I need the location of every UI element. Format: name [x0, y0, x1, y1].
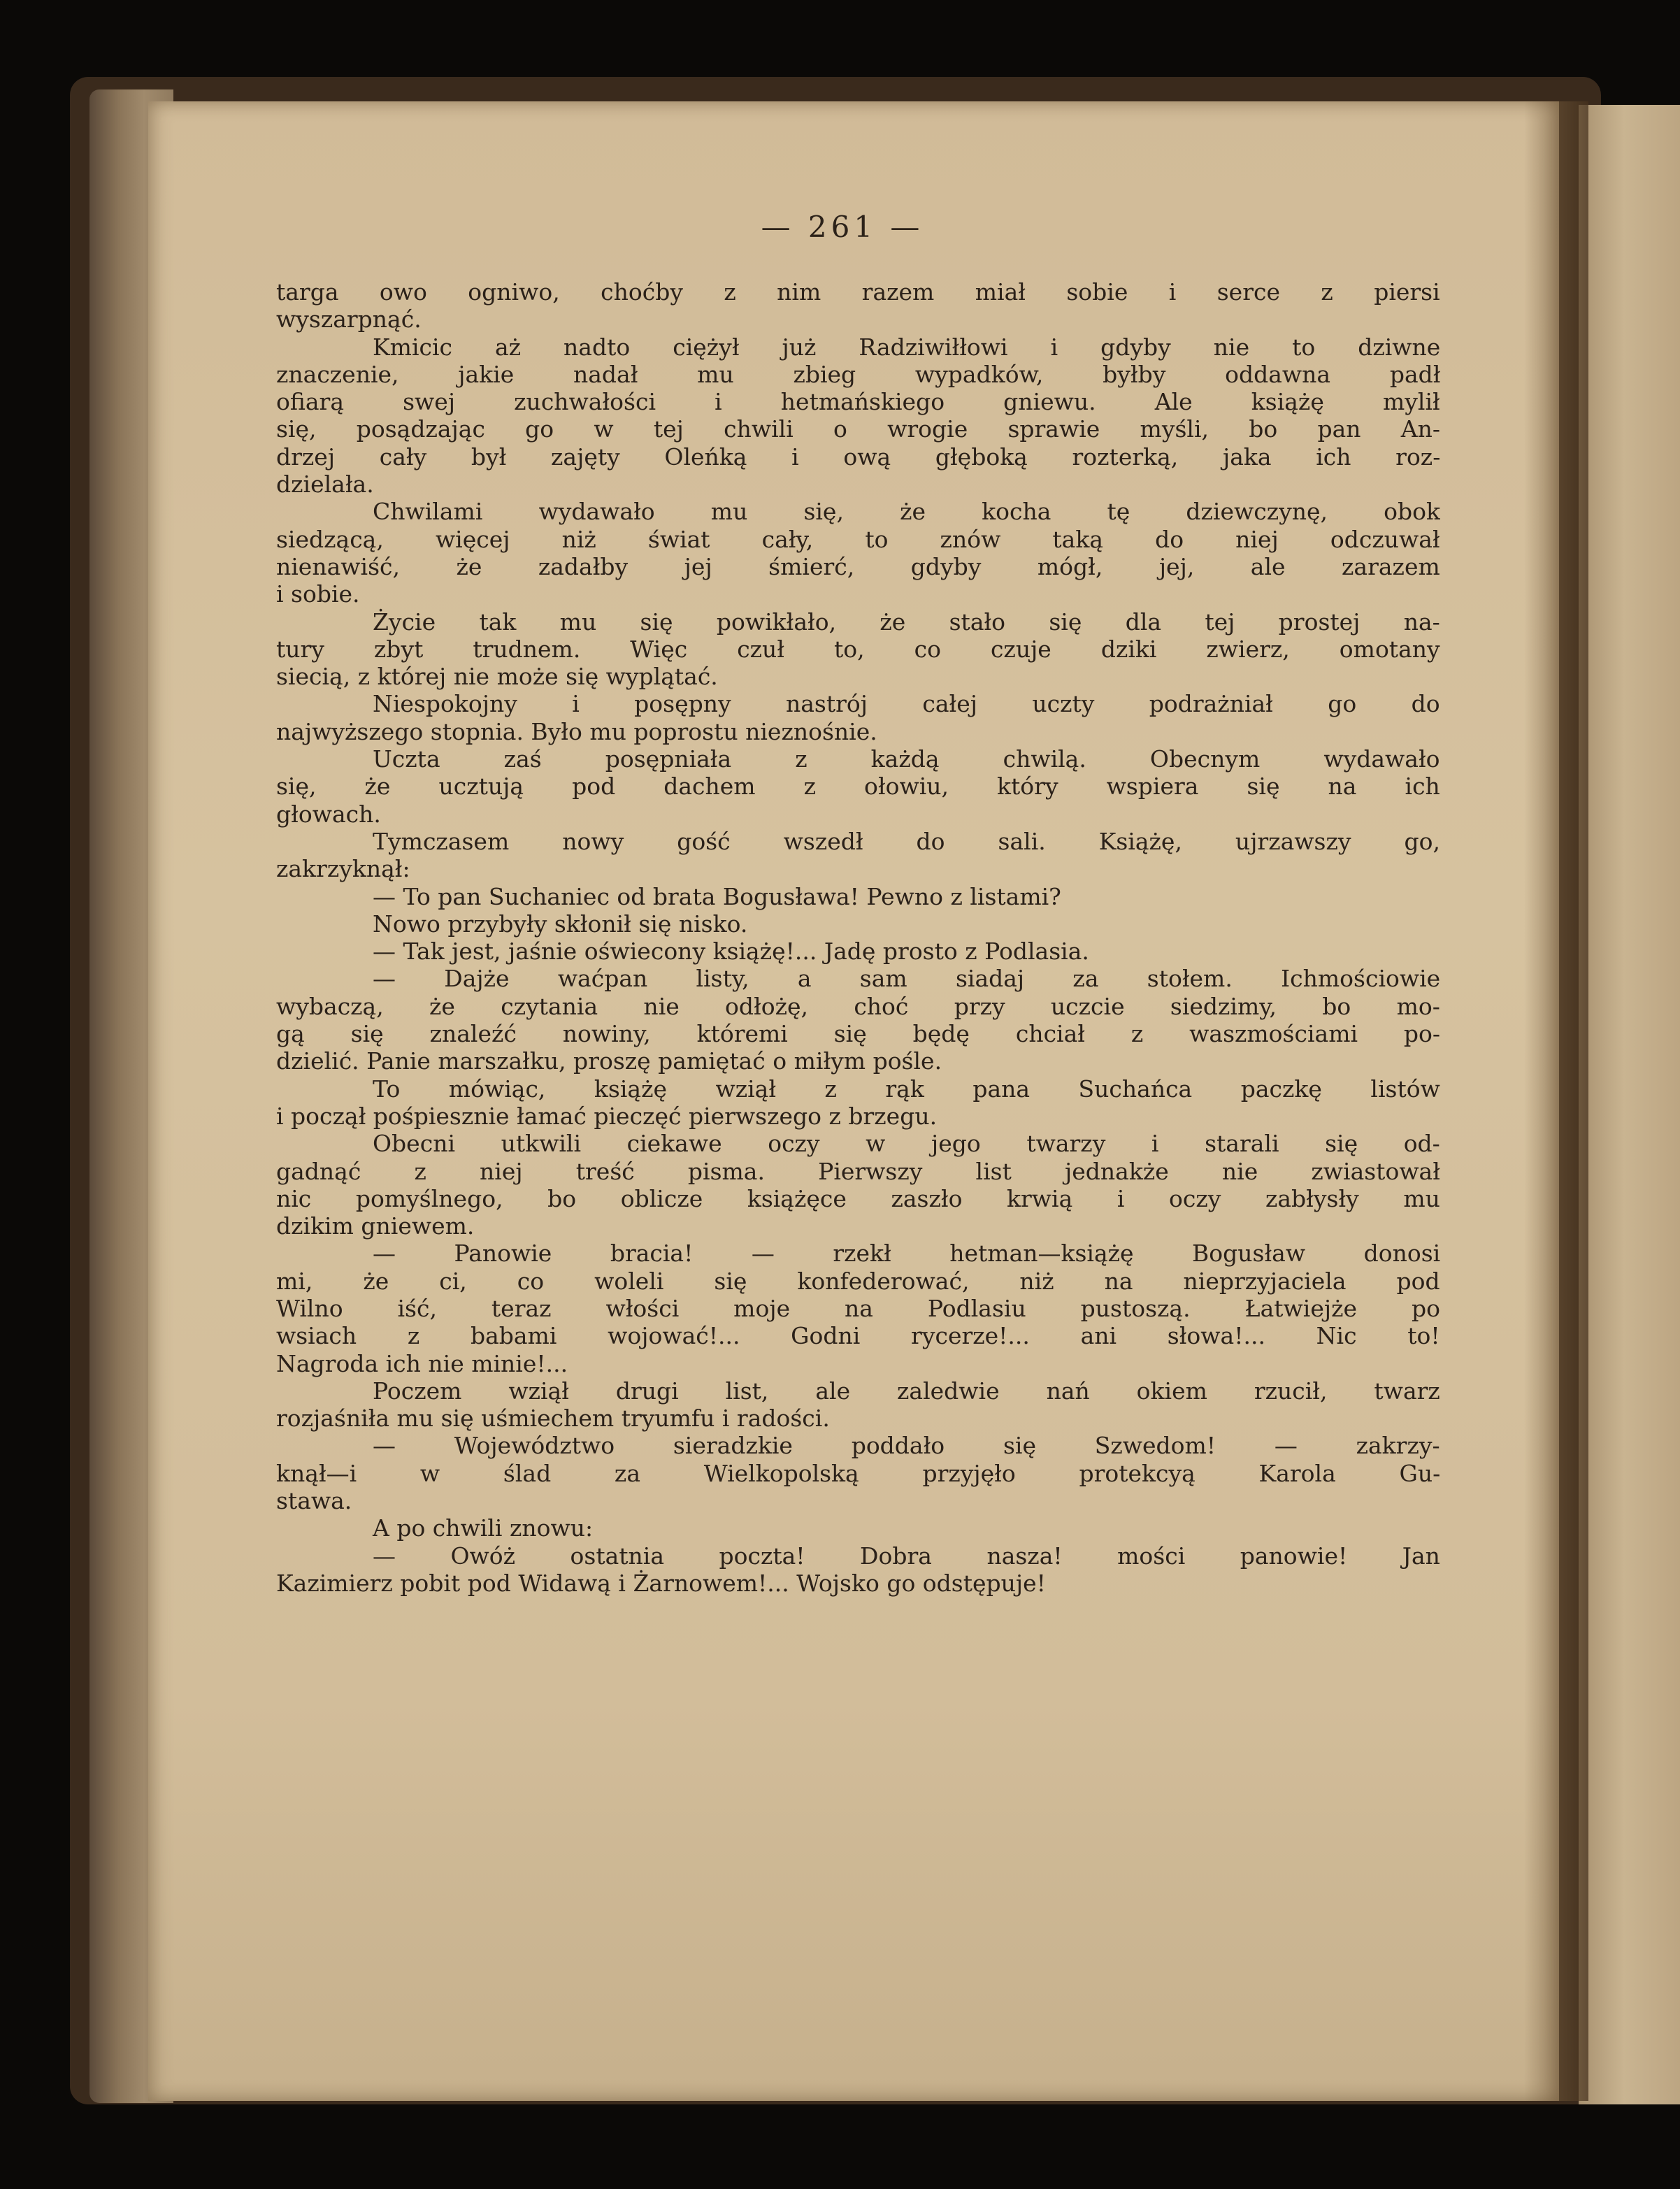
text-line: mi, że ci, co woleli się konfederować, niż na nieprzyjaciela pod	[276, 1267, 1440, 1295]
text-line: się, posądzając go w tej chwili o wrogie sprawie myśli, bo pan An-	[276, 415, 1440, 443]
text-line: i sobie.	[276, 580, 360, 608]
text-line: Chwilami wydawało mu się, że kocha tę dziewczynę, obok	[373, 498, 1440, 526]
text-line: dzielić. Panie marszałku, proszę pamiętać o miłym pośle.	[276, 1047, 942, 1075]
page-number: — 261 —	[761, 210, 924, 244]
text-line: To mówiąc, książę wziął z rąk pana Suchańca paczkę listów	[373, 1075, 1440, 1103]
text-line: Nowo przybyły skłonił się nisko.	[373, 910, 748, 938]
text-line: nic pomyślnego, bo oblicze książęce zaszło krwią i oczy zabłysły mu	[276, 1184, 1440, 1212]
text-line: nienawiść, że zadałby jej śmierć, gdyby mógł, jej, ale zarazem	[276, 552, 1440, 580]
text-line: wybaczą, że czytania nie odłożę, choć przy uczcie siedzimy, bo mo-	[276, 992, 1440, 1020]
text-line: ofiarą swej zuchwałości i hetmańskiego gniewu. Ale książę mylił	[276, 388, 1440, 416]
text-line: knął—i w ślad za Wielkopolską przyjęło protekcyą Karola Gu-	[276, 1459, 1440, 1487]
text-line: — To pan Suchaniec od brata Bogusława! Pewno z listami?	[373, 882, 1061, 910]
text-line: Wilno iść, teraz włości moje na Podlasiu pustoszą. Łatwiejże po	[276, 1294, 1440, 1322]
text-line: zakrzyknął:	[276, 855, 410, 883]
text-line: tury zbyt trudnem. Więc czuł to, co czuje dziki zwierz, omotany	[276, 635, 1440, 663]
text-line: najwyższego stopnia. Było mu poprostu nieznośnie.	[276, 717, 877, 745]
text-line: i począł pośpiesznie łamać pieczęć pierwszego z brzegu.	[276, 1102, 938, 1130]
text-line: Poczem wziął drugi list, ale zaledwie nań okiem rzucił, twarz	[373, 1377, 1440, 1405]
text-line: drzej cały był zajęty Oleńką i ową głęboką rozterką, jaka ich roz-	[276, 443, 1440, 471]
text-line: dzikim gniewem.	[276, 1212, 475, 1240]
text-line: — Województwo sieradzkie poddało się Szwedom! — zakrzy-	[373, 1432, 1440, 1460]
text-line: gadnąć z niej treść pisma. Pierwszy list jednakże nie zwiastował	[276, 1157, 1440, 1185]
text-line: — Tak jest, jaśnie oświecony książę!... Jadę prosto z Podlasia.	[373, 938, 1089, 966]
text-line: Nagroda ich nie minie!...	[276, 1349, 568, 1377]
text-line: Uczta zaś posępniała z każdą chwilą. Obecnym wydawało	[373, 745, 1440, 773]
facing-page-edge	[1579, 105, 1680, 2104]
text-line: — Dajże waćpan listy, a sam siadaj za stołem. Ichmościowie	[373, 965, 1440, 993]
text-line: Kazimierz pobit pod Widawą i Żarnowem!... Wojsko go odstępuje!	[276, 1569, 1046, 1597]
text-line: Kmicic aż nadto ciężył już Radziwiłłowi i gdyby nie to dziwne	[373, 333, 1440, 361]
text-line: stawa.	[276, 1487, 352, 1515]
text-line: znaczenie, jakie nadał mu zbieg wypadków, byłby oddawna padł	[276, 360, 1440, 388]
text-line: głowach.	[276, 800, 381, 828]
text-line: — Panowie bracia! — rzekł hetman—książę Bogusław donosi	[373, 1240, 1440, 1268]
text-line: Niespokojny i posępny nastrój całej uczty podrażniał go do	[373, 690, 1440, 718]
text-line: Życie tak mu się powikłało, że stało się dla tej prostej na-	[373, 608, 1440, 636]
text-line: Tymczasem nowy gość wszedł do sali. Książę, ujrzawszy go,	[373, 827, 1440, 855]
text-line: dzielała.	[276, 471, 374, 498]
text-line: siecią, z której nie może się wyplątać.	[276, 663, 718, 691]
text-line: się, że ucztują pod dachem z ołowiu, który wspiera się na ich	[276, 773, 1440, 801]
text-line: wyszarpnąć.	[276, 306, 422, 333]
text-line: Obecni utkwili ciekawe oczy w jego twarzy i starali się od-	[373, 1130, 1440, 1158]
text-line: A po chwili znowu:	[373, 1514, 594, 1542]
text-line: rozjaśniła mu się uśmiechem tryumfu i radości.	[276, 1405, 830, 1433]
text-line: targa owo ogniwo, choćby z nim razem miał sobie i serce z piersi	[276, 278, 1440, 306]
text-line: siedzącą, więcej niż świat cały, to znów taką do niej odczuwał	[276, 525, 1440, 553]
body-text	[276, 278, 1440, 1597]
text-line: — Owóż ostatnia poczta! Dobra nasza! mości panowie! Jan	[373, 1542, 1440, 1570]
text-line: wsiach z babami wojować!... Godni rycerze!... ani słowa!... Nic to!	[276, 1322, 1440, 1350]
text-line: gą się znaleźć nowiny, któremi się będę chciał z waszmościami po-	[276, 1020, 1440, 1048]
gutter-shadow	[1524, 101, 1588, 2101]
